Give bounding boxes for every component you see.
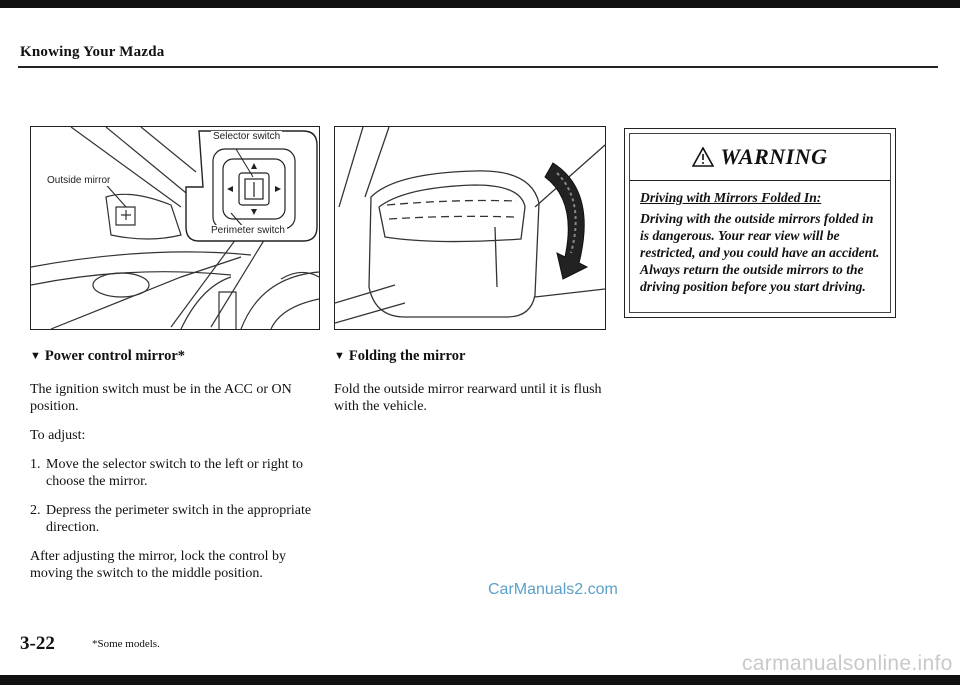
- footnote: *Some models.: [92, 638, 160, 650]
- heading-folding-mirror: ▼ Folding the mirror: [334, 348, 466, 364]
- page-number: 3-22: [20, 633, 55, 654]
- folding-paragraph: Fold the outside mirror rearward until it is flush with the vehicle.: [334, 382, 602, 414]
- figure-power-mirror: [30, 126, 320, 330]
- top-frame-bar: [0, 0, 960, 8]
- figure-folding-mirror: [334, 126, 606, 330]
- label-selector-switch: Selector switch: [213, 131, 281, 142]
- step-item: [30, 456, 320, 490]
- warning-title: WARNING: [720, 144, 828, 169]
- header-rule: [18, 66, 938, 68]
- left-column: [30, 348, 320, 594]
- step-item: [30, 502, 320, 536]
- warning-box: [624, 128, 896, 318]
- intro-paragraph: The ignition switch must be in the ACC or ON position.: [30, 382, 292, 414]
- step-text: Depress the perimeter switch in the appropriate direction.: [46, 503, 312, 535]
- bottom-frame-bar: [0, 675, 960, 685]
- watermark-carmanuals2: CarManuals2.com: [488, 581, 618, 598]
- triangle-down-icon: ▼: [334, 350, 345, 362]
- folding-mirror-illustration: [335, 127, 605, 329]
- fold-arrow-icon: [545, 163, 587, 279]
- step-number: 1.: [30, 457, 41, 472]
- warning-text: Driving with the outside mirrors folded in is dangerous. Your rear view will be restricted, and you could have an accident. Always return the outside mirrors to the driving position before you start driving.: [640, 211, 880, 294]
- middle-column: [334, 348, 604, 427]
- heading-power-control-mirror: ▼ Power control mirror*: [30, 348, 186, 364]
- warning-subtitle: Driving with Mirrors Folded In:: [640, 190, 822, 205]
- triangle-down-icon: ▼: [30, 350, 41, 362]
- warning-triangle-icon: [692, 147, 714, 167]
- section-header: Knowing Your Mazda: [20, 44, 165, 60]
- warning-body: [630, 181, 890, 295]
- closing-paragraph: After adjusting the mirror, lock the control by moving the switch to the middle position.: [30, 549, 287, 581]
- watermark-carmanualsonline: carmanualsonline.info: [742, 652, 953, 675]
- warning-inner-frame: [629, 133, 891, 313]
- to-adjust-label: To adjust:: [30, 428, 86, 443]
- step-number: 2.: [30, 503, 41, 518]
- step-text: Move the selector switch to the left or right to choose the mirror.: [46, 457, 303, 489]
- warning-header: [630, 134, 890, 181]
- label-perimeter-switch: Perimeter switch: [211, 225, 285, 236]
- label-outside-mirror: Outside mirror: [47, 175, 111, 186]
